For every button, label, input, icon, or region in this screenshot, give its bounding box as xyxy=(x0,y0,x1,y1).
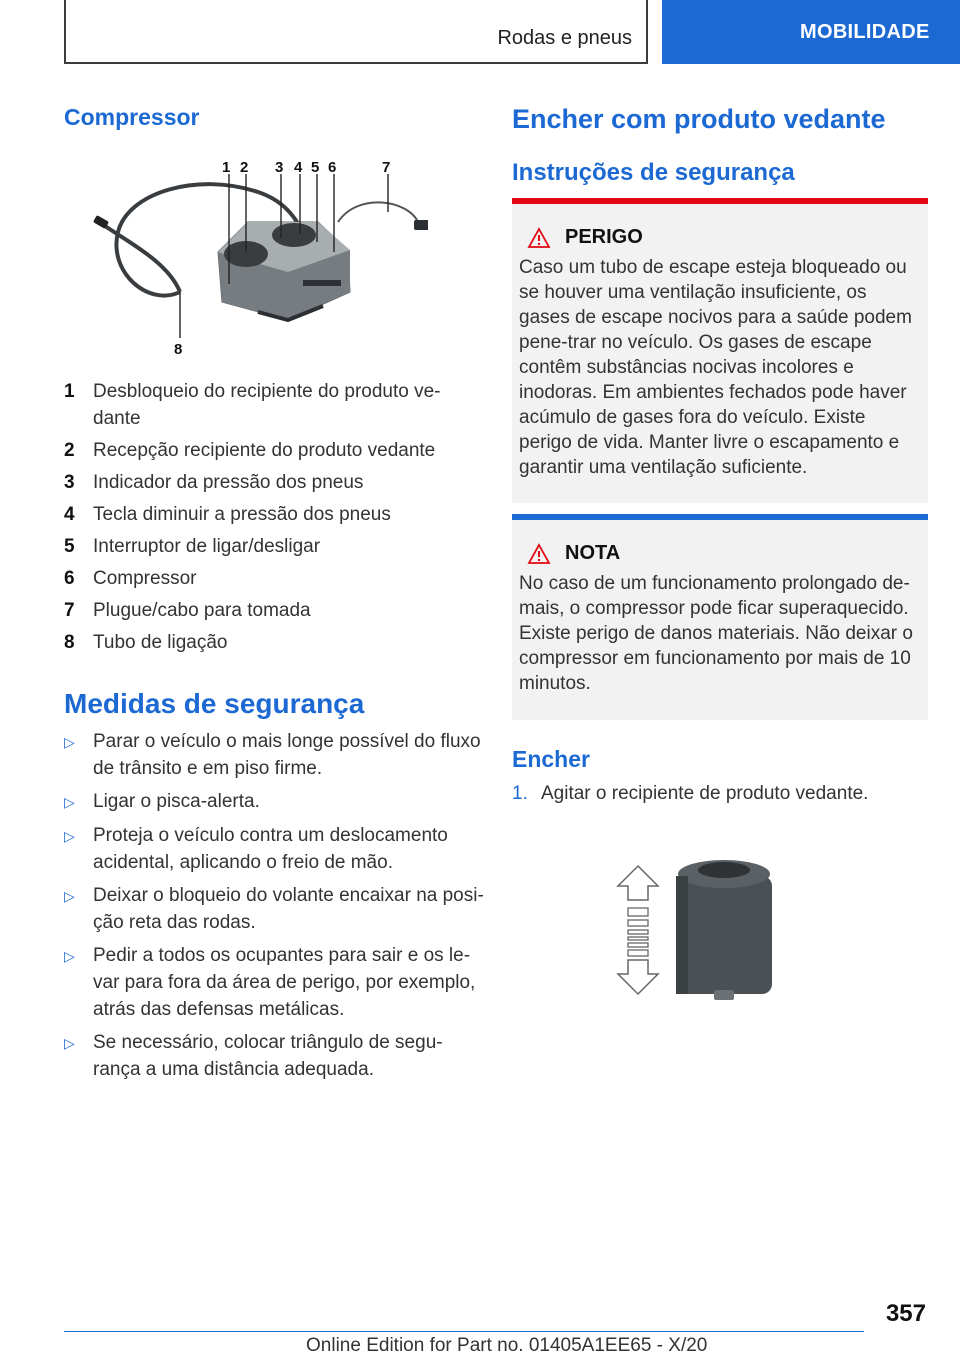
note-notice xyxy=(512,514,928,720)
callout-7: 7 xyxy=(382,159,391,176)
list-item xyxy=(64,788,484,816)
list-item xyxy=(64,882,484,936)
legend-item xyxy=(64,469,484,496)
legend-number: 1 xyxy=(64,381,75,402)
note-notice-title-row xyxy=(519,542,922,565)
step-number: 1. xyxy=(512,783,528,804)
legend-text: Compressor xyxy=(93,568,197,589)
list-item xyxy=(64,1029,484,1083)
legend-item xyxy=(64,501,484,528)
triangle-bullet-icon: ▷ xyxy=(64,794,75,810)
legend-text: Plugue/cabo para tomada xyxy=(93,600,311,621)
danger-notice-title-row xyxy=(519,226,922,249)
triangle-bullet-icon: ▷ xyxy=(64,734,75,750)
legend-item xyxy=(64,378,484,432)
compressor-illustration xyxy=(88,152,428,362)
callout-5: 5 xyxy=(311,159,320,176)
header-chapter-title: MOBILIDADE xyxy=(800,20,930,43)
legend-item xyxy=(64,565,484,592)
legend-text: Recepção recipiente do produto vedante xyxy=(93,440,436,461)
legend-number: 4 xyxy=(64,504,75,525)
legend-item xyxy=(64,629,484,656)
list-item-text: Proteja o veículo contra um deslocamento acidental, aplicando o freio de mão. xyxy=(93,825,448,873)
triangle-bullet-icon: ▷ xyxy=(64,828,75,844)
list-item-text: Se necessário, colocar triângulo de segu‐rança a uma distância adequada. xyxy=(93,1032,443,1080)
fill-steps-list xyxy=(512,780,932,807)
callout-1: 1 xyxy=(222,159,231,176)
page-number: 357 xyxy=(885,1300,926,1327)
note-notice-title: NOTA xyxy=(565,542,621,564)
legend-text: Desbloqueio do recipiente do produto ve‐dante xyxy=(93,381,441,429)
callout-8: 8 xyxy=(174,341,183,358)
safety-instructions-heading: Instruções de segurança xyxy=(512,159,795,186)
legend-text: Tubo de ligação xyxy=(93,632,228,653)
legend-number: 2 xyxy=(64,440,75,461)
danger-notice-body: Caso um tubo de escape esteja bloqueado ou se houver uma ventilação insuficiente, os gases de escape nocivos para a saúde podem pene‐trar no veículo. Os gases de escape contêm substâncias nocivas incolores e inodoras. Em ambientes fechados pode haver acúmulo de gases fora do veículo. Existe perigo de vida. Manter livre o escapamento e garantir uma ventilação suficiente. xyxy=(519,257,912,478)
header-section-box xyxy=(64,0,648,64)
header-chapter-tab xyxy=(662,0,960,64)
safety-measures-list xyxy=(64,728,484,1089)
warning-triangle-icon xyxy=(527,543,551,565)
list-item xyxy=(64,942,484,1023)
step-text: Agitar o recipiente de produto vedante. xyxy=(541,783,869,804)
note-notice-body: No caso de um funcionamento prolongado de‐mais, o compressor pode ficar superaquecido. Existe perigo de danos materiais. Não deixar o compressor em funcionamento por mais de 10 minutos. xyxy=(519,573,913,694)
compressor-legend xyxy=(64,378,484,661)
danger-notice-title: PERIGO xyxy=(565,226,643,248)
danger-notice xyxy=(512,198,928,503)
footer-divider xyxy=(64,1331,864,1332)
triangle-bullet-icon: ▷ xyxy=(64,948,75,964)
list-item-text: Ligar o pisca-alerta. xyxy=(93,791,260,812)
list-item-text: Deixar o bloqueio do volante encaixar na posi‐ção reta das rodas. xyxy=(93,885,484,933)
callout-6: 6 xyxy=(328,159,337,176)
list-item xyxy=(64,728,484,782)
legend-text: Indicador da pressão dos pneus xyxy=(93,472,364,493)
fill-heading: Encher xyxy=(512,746,590,772)
triangle-bullet-icon: ▷ xyxy=(64,1035,75,1051)
compressor-heading: Compressor xyxy=(64,104,200,130)
legend-number: 8 xyxy=(64,632,75,653)
legend-text: Interruptor de ligar/desligar xyxy=(93,536,321,557)
legend-number: 5 xyxy=(64,536,75,557)
safety-measures-heading: Medidas de segurança xyxy=(64,688,365,719)
callout-3: 3 xyxy=(275,159,284,176)
legend-item xyxy=(64,437,484,464)
step-item xyxy=(512,780,932,807)
callout-4: 4 xyxy=(294,159,303,176)
legend-number: 6 xyxy=(64,568,75,589)
warning-triangle-icon xyxy=(527,227,551,249)
legend-text: Tecla diminuir a pressão dos pneus xyxy=(93,504,391,525)
callout-2: 2 xyxy=(240,159,249,176)
legend-item xyxy=(64,597,484,624)
list-item xyxy=(64,822,484,876)
legend-item xyxy=(64,533,484,560)
triangle-bullet-icon: ▷ xyxy=(64,888,75,904)
legend-number: 3 xyxy=(64,472,75,493)
fill-sealant-heading: Encher com produto vedante xyxy=(512,104,886,134)
legend-number: 7 xyxy=(64,600,75,621)
list-item-text: Parar o veículo o mais longe possível do fluxo de trânsito e em piso firme. xyxy=(93,731,481,779)
header-section-title: Rodas e pneus xyxy=(497,27,632,49)
footer-edition-text: Online Edition for Part no. 01405A1EE65 - X/20 xyxy=(306,1335,708,1356)
list-item-text: Pedir a todos os ocupantes para sair e os le‐var para fora da área de perigo, por exemplo, atrás das defensas metálicas. xyxy=(93,945,476,1020)
shake-container-illustration xyxy=(610,852,780,1007)
